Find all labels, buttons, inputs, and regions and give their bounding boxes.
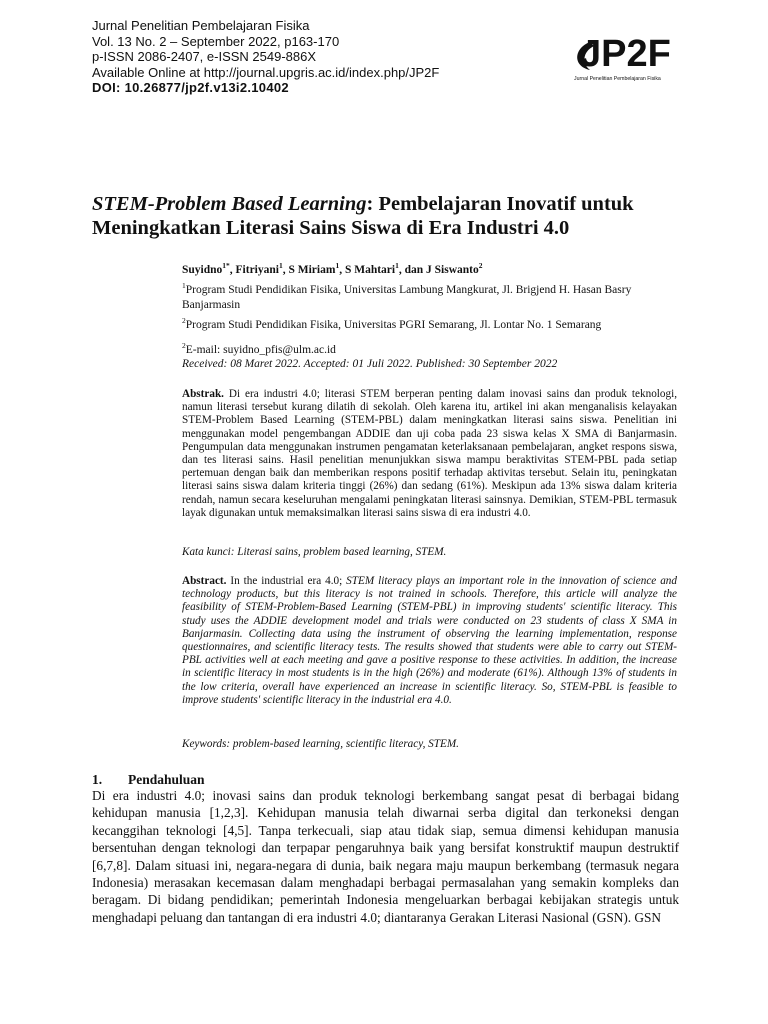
journal-name: Jurnal Penelitian Pembelajaran Fisika — [92, 18, 310, 33]
keywords: Keywords: problem-based learning, scientific literacy, STEM. — [182, 738, 459, 750]
section-number: 1. — [92, 772, 103, 787]
aff-sup: 1 — [182, 280, 186, 290]
author-name: Suyidno — [182, 263, 223, 276]
aff-text: Program Studi Pendidikan Fisika, Universitas Lambung Mangkurat, Jl. Brigjend H. Hasan Basry Banjarmasin — [182, 283, 632, 311]
title-rest: : Pembelajaran Inovatif untuk Meningkatkan Literasi Sains Siswa di Era Industri 4.0 — [92, 193, 634, 239]
received-dates: Received: 08 Maret 2022. Accepted: 01 Juli 2022. Published: 30 September 2022 — [182, 358, 558, 370]
intro-paragraph: Di era industri 4.0; inovasi sains dan produk teknologi berkembang sangat pesat di berbagai bidang kehidupan manusia [1,2,3]. Kehidupan manusia telah diwarnai serba digital dan terkoneksi dengan kecanggihan teknologi [4,5]. Tanpa terkecuali, siap atau tidak siap, semua dimensi kehidupan manusia bersentuhan dengan teknologi dan terpapar pengaruhnya baik yang bersifat konstruktif maupun destruktif [6,7,8]. Dalam situasi ini, negara-negara di dunia, baik negara maju maupun berkembang (termasuk negara Indonesia) merasakan kecemasan dalam menghadapi berbagai permasalahan yang semakin kompleks dan beragam. Di bidang pendidikan; pemerintah Indonesia mengeluarkan berbagai kebijakan strategis untuk menghadapi peluang dan tantangan di era industri 4.0; diantaranya Gerakan Literasi Nasional (GSN). GSN — [92, 788, 679, 925]
author-sup: 1 — [278, 261, 283, 270]
journal-logo — [568, 8, 688, 86]
affiliation-1 — [182, 278, 682, 313]
author-sup: 1 — [395, 261, 399, 270]
author-names: Suyidno$^{1*}$, Fitriyani$^1$, S Miriam$^1$, S Mahtari$^1$, dan J Siswanto$^2$ — [182, 261, 483, 276]
doi-label: DOI: — [92, 80, 121, 95]
author-sup: 1 — [335, 261, 340, 270]
journal-volume: Vol. 13 No. 2 – September 2022, p163-170 — [92, 33, 340, 49]
doi-line — [92, 80, 439, 96]
journal-header — [92, 18, 439, 96]
author-email — [182, 338, 682, 358]
abstrak-indonesian — [182, 388, 677, 520]
abstrak-body: Di era industri 4.0; literasi STEM berperan penting dalam inovasi sains dan produk teknologi, namun literasi tersebut kurang dilatih di sekolah. Oleh karena itu, artikel ini akan menganalisis kelayakan STEM-Problem Based Learning (STEM-PBL) dalam meningkatkan literasi sains siswa. Penelitian ini menggunakan model pengembangan ADDIE dan uji coba pada 23 siswa kelas X SMA di Banjarmasin. Pengumpulan data menggunakan instrumen pengamatan keterlaksanaan pembelajaran, angket respons siswa, dan tes literasi sains. Hasil penelitian menunjukkan siswa mampu beraktivitas STEM-PBL pada setiap pertemuan dengan baik dan memberikan respons positif terhadap aktivitas tersebut. Selain itu, peningkatan literasi sains siswa dalam kriteria tinggi (26%) dan sedang (61%). Meskipun ada 13% siswa dalam kriteria rendah, namun secara keseluruhan mengalami peningkatan literasi sainsnya. Demikian, STEM-PBL termasuk layak digunakan untuk memaksimalkan literasi sains siswa di era industri 4.0. — [182, 388, 677, 519]
journal-issn: p-ISSN 2086-2407, e-ISSN 2549-886X — [92, 49, 317, 64]
abstract-body: STEM literacy plays an important role in the innovation of science and technology products, but this literacy is not trained in schools. Therefore, this article will analyze the feasibility of STEM-Problem-Based Learning (STEM-PBL) in improving students' scientific literacy. This study uses the ADDIE development model and trials were conducted on 23 students of class X SMA in Banjarmasin. Collecting data using the instrument of observing the learning implementation, response questionnaires, and scientific literacy tests. The results showed that students were able to carry out STEM-PBL activities well at each meeting and gave a positive response to these activities. In addition, the increase in scientific literacy in most students is in the high (26%) and moderate (61%). Although 13% of students in the low criteria, overall have experienced an increase in scientific literacy. So, STEM-PBL is feasible to improve students' scientific literacy in the industrial era 4.0. — [182, 575, 677, 706]
abstract-label: Abstract. — [182, 575, 227, 587]
author-name: dan J Siswanto — [404, 263, 479, 276]
doi-value[interactable]: 10.26877/jp2f.v13i2.10402 — [124, 80, 289, 95]
journal-available-online: Available Online at http://journal.upgris.ac.id/index.php/JP2F — [92, 64, 440, 80]
aff-text: Program Studi Pendidikan Fisika, Universitas PGRI Semarang, Jl. Lontar No. 1 Semarang — [185, 318, 602, 331]
author-sup: 1* — [222, 261, 230, 270]
author-sup: 2 — [478, 261, 483, 270]
email-sup: 2 — [182, 341, 186, 351]
logo-tagline: Jurnal Penelitian Pembelajaran Fisika — [574, 76, 661, 82]
logo-mark — [577, 33, 671, 75]
authors-block — [182, 258, 682, 358]
author-name: Fitriyani — [235, 263, 279, 276]
abstract-english — [182, 575, 677, 707]
abstrak-label: Abstrak. — [182, 388, 224, 400]
section-title: Pendahuluan — [128, 772, 205, 787]
section-heading — [92, 772, 205, 788]
author-name: S Miriam — [288, 263, 336, 276]
affiliation-2 — [182, 313, 682, 333]
article-title — [92, 192, 692, 240]
logo-text: JP2F — [580, 33, 671, 75]
aff-sup: 2 — [182, 315, 186, 325]
title-italic: STEM-Problem Based Learning — [92, 193, 367, 215]
kata-kunci: Kata kunci: Literasi sains, problem based learning, STEM. — [182, 546, 447, 558]
abstract-lead: In the industrial era 4.0; — [226, 575, 343, 587]
author-name: S Mahtari — [344, 263, 396, 276]
email-text[interactable]: E-mail: suyidno_pfis@ulm.ac.id — [185, 344, 336, 357]
